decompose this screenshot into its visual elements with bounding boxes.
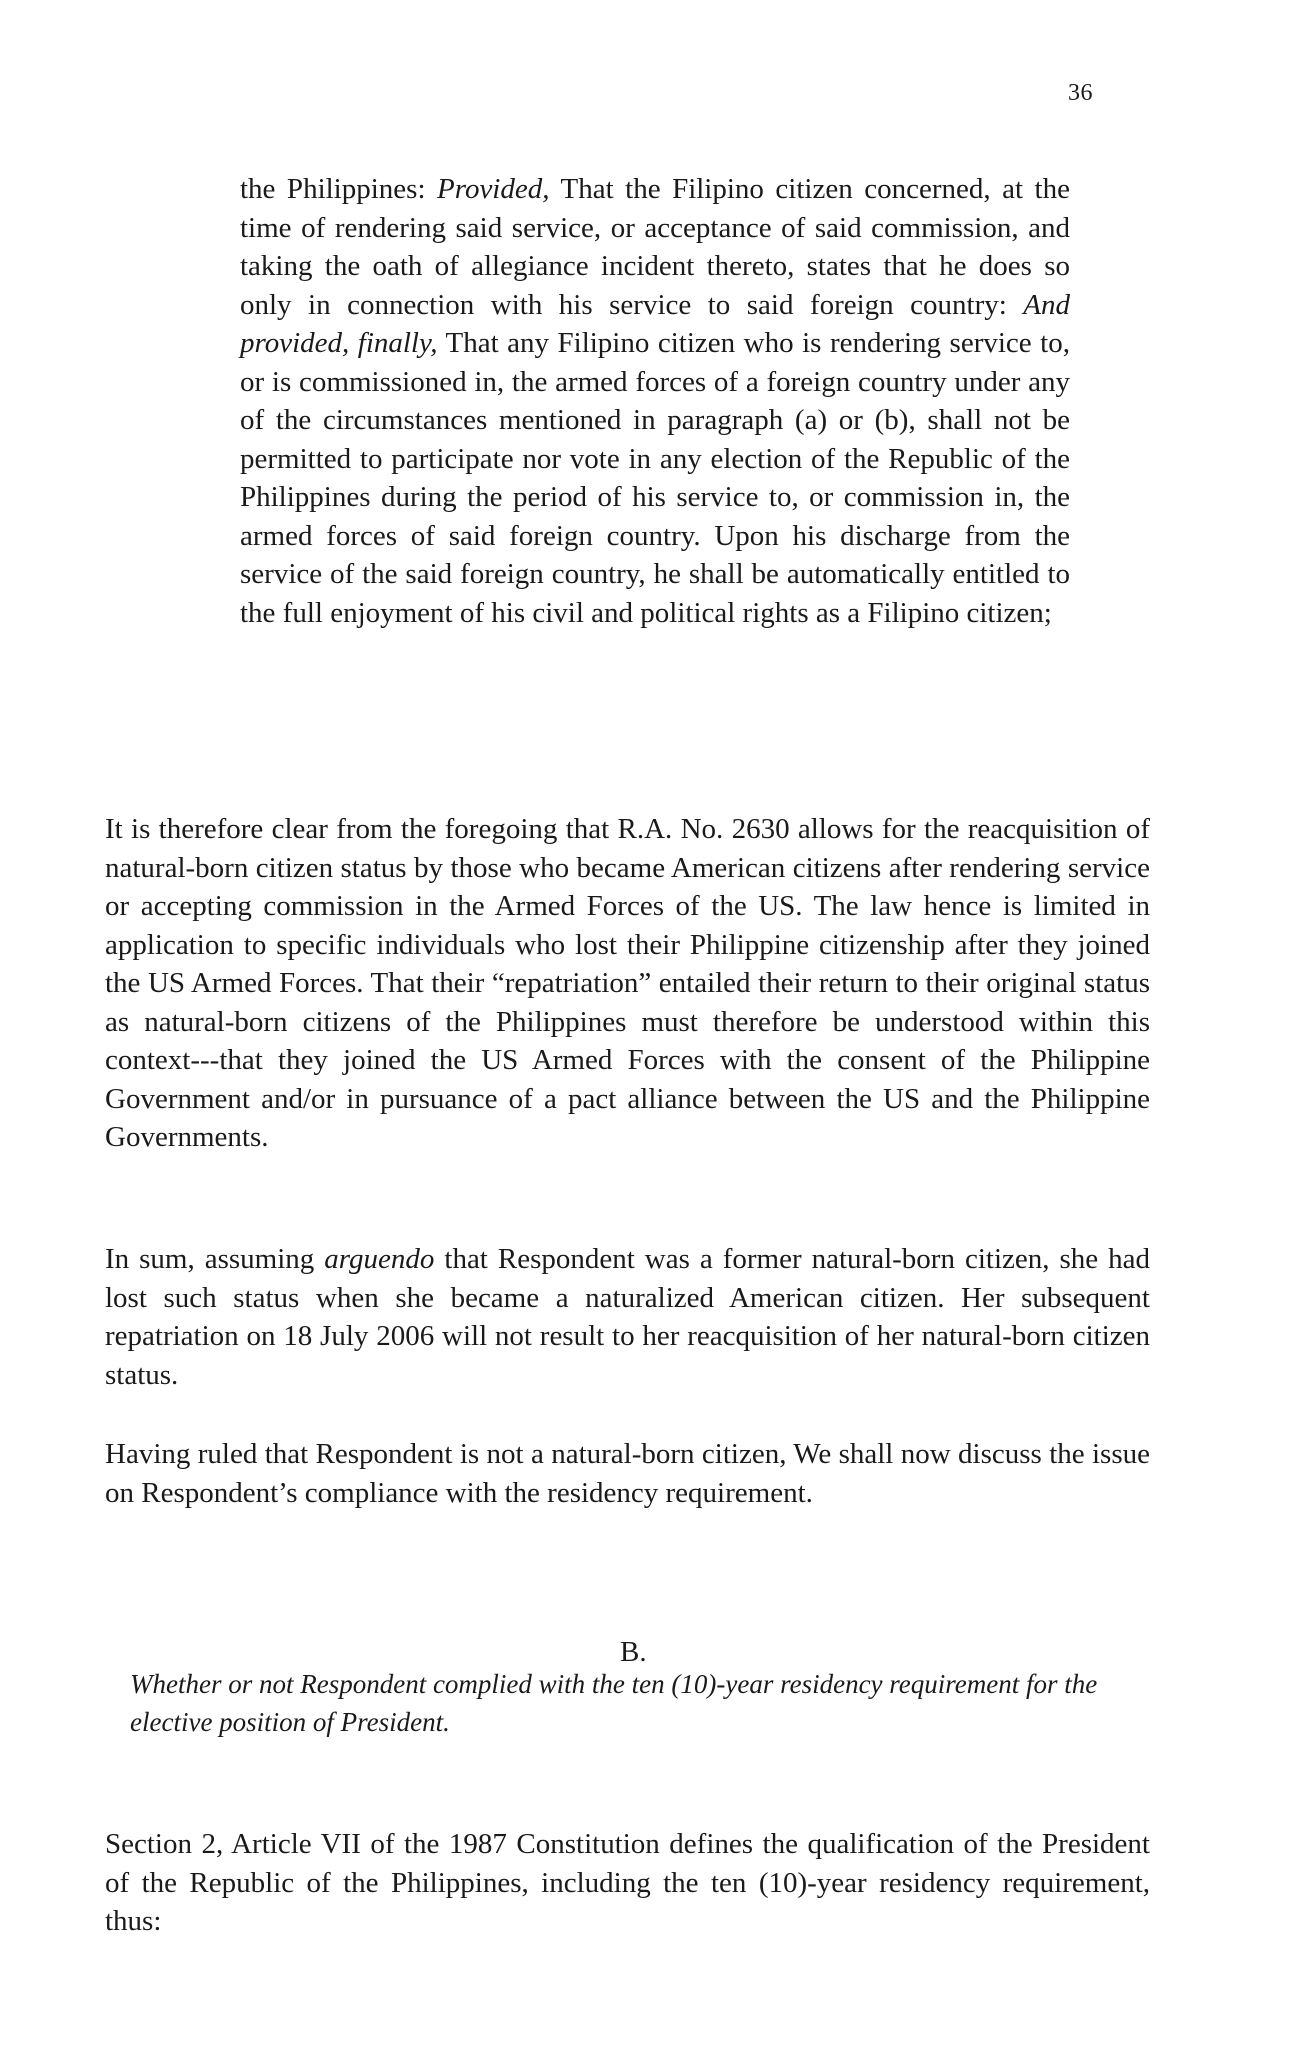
paragraph-lead: In sum, assuming [105,1243,325,1275]
paragraph-rest: that Respondent was a former natural-born citizen, she had lost such status when she became a naturalized American citizen. Her subsequent repatriation on 18 July 2006 will not result to her reacquisition of her natural-born citizen status. [105,1243,1151,1391]
page-number: 36 [1068,80,1093,106]
paragraph-emphasis-arguendo: arguendo [324,1243,435,1275]
quote-emphasis-provided: Provided, [437,173,550,205]
body-paragraph-section-2: Section 2, Article VII of the 1987 Constitution defines the qualification of the President of the Republic of the Philippines, including the ten (10)-year residency requirement, thus: [105,1828,1150,1937]
quote-emphasis-finally: And provided, finally, [240,288,1070,359]
section-heading: B. [620,1636,647,1668]
quote-lead: the Philippines: [240,173,438,205]
issue-statement: Whether or not Respondent complied with the ten (10)-year residency requirement for the elective position of President. [130,1669,1098,1737]
quote-text-1: That the Filipino citizen concerned, at the time of rendering said service, or acceptance of said commission, and taking the oath of allegiance incident thereto, states that he does so only in connection with his service to said foreign country: [240,173,1070,321]
quote-text-2: That any Filipino citizen who is rendering service to, or is commissioned in, the armed forces of a foreign country under any of the circumstances mentioned in paragraph (a) or (b), shall not be permitted to participate nor vote in any election of the Republic of the Philippines during the period of his service to, or commission in, the armed forces of said foreign country. Upon his discharge from the service of the said foreign country, he shall be automatically entitled to the full enjoyment of his civil and political rights as a Filipino citizen; [240,327,1070,629]
body-paragraph-ra-2630: It is therefore clear from the foregoing that R.A. No. 2630 allows for the reacquisition of natural-born citizen status by those who became American citizens after rendering service or accepting commission in the Armed Forces of the US. The law hence is limited in application to specific individuals who lost their Philippine citizenship after they joined the US Armed Forces. That their “repatriation” entailed their return to their original status as natural-born citizens of the Philippines must therefore be understood within this context---that they joined the US Armed Forces with the consent of the Philippine Government and/or in pursuance of a pact alliance between the US and the Philippine Governments. [105,813,1150,1153]
quoted-provision [240,170,1070,632]
body-paragraph-having-ruled: Having ruled that Respondent is not a natural-born citizen, We shall now discuss the issue on Respondent’s compliance with the residency requirement. [105,1438,1150,1509]
body-paragraph-in-sum [105,1240,1150,1394]
